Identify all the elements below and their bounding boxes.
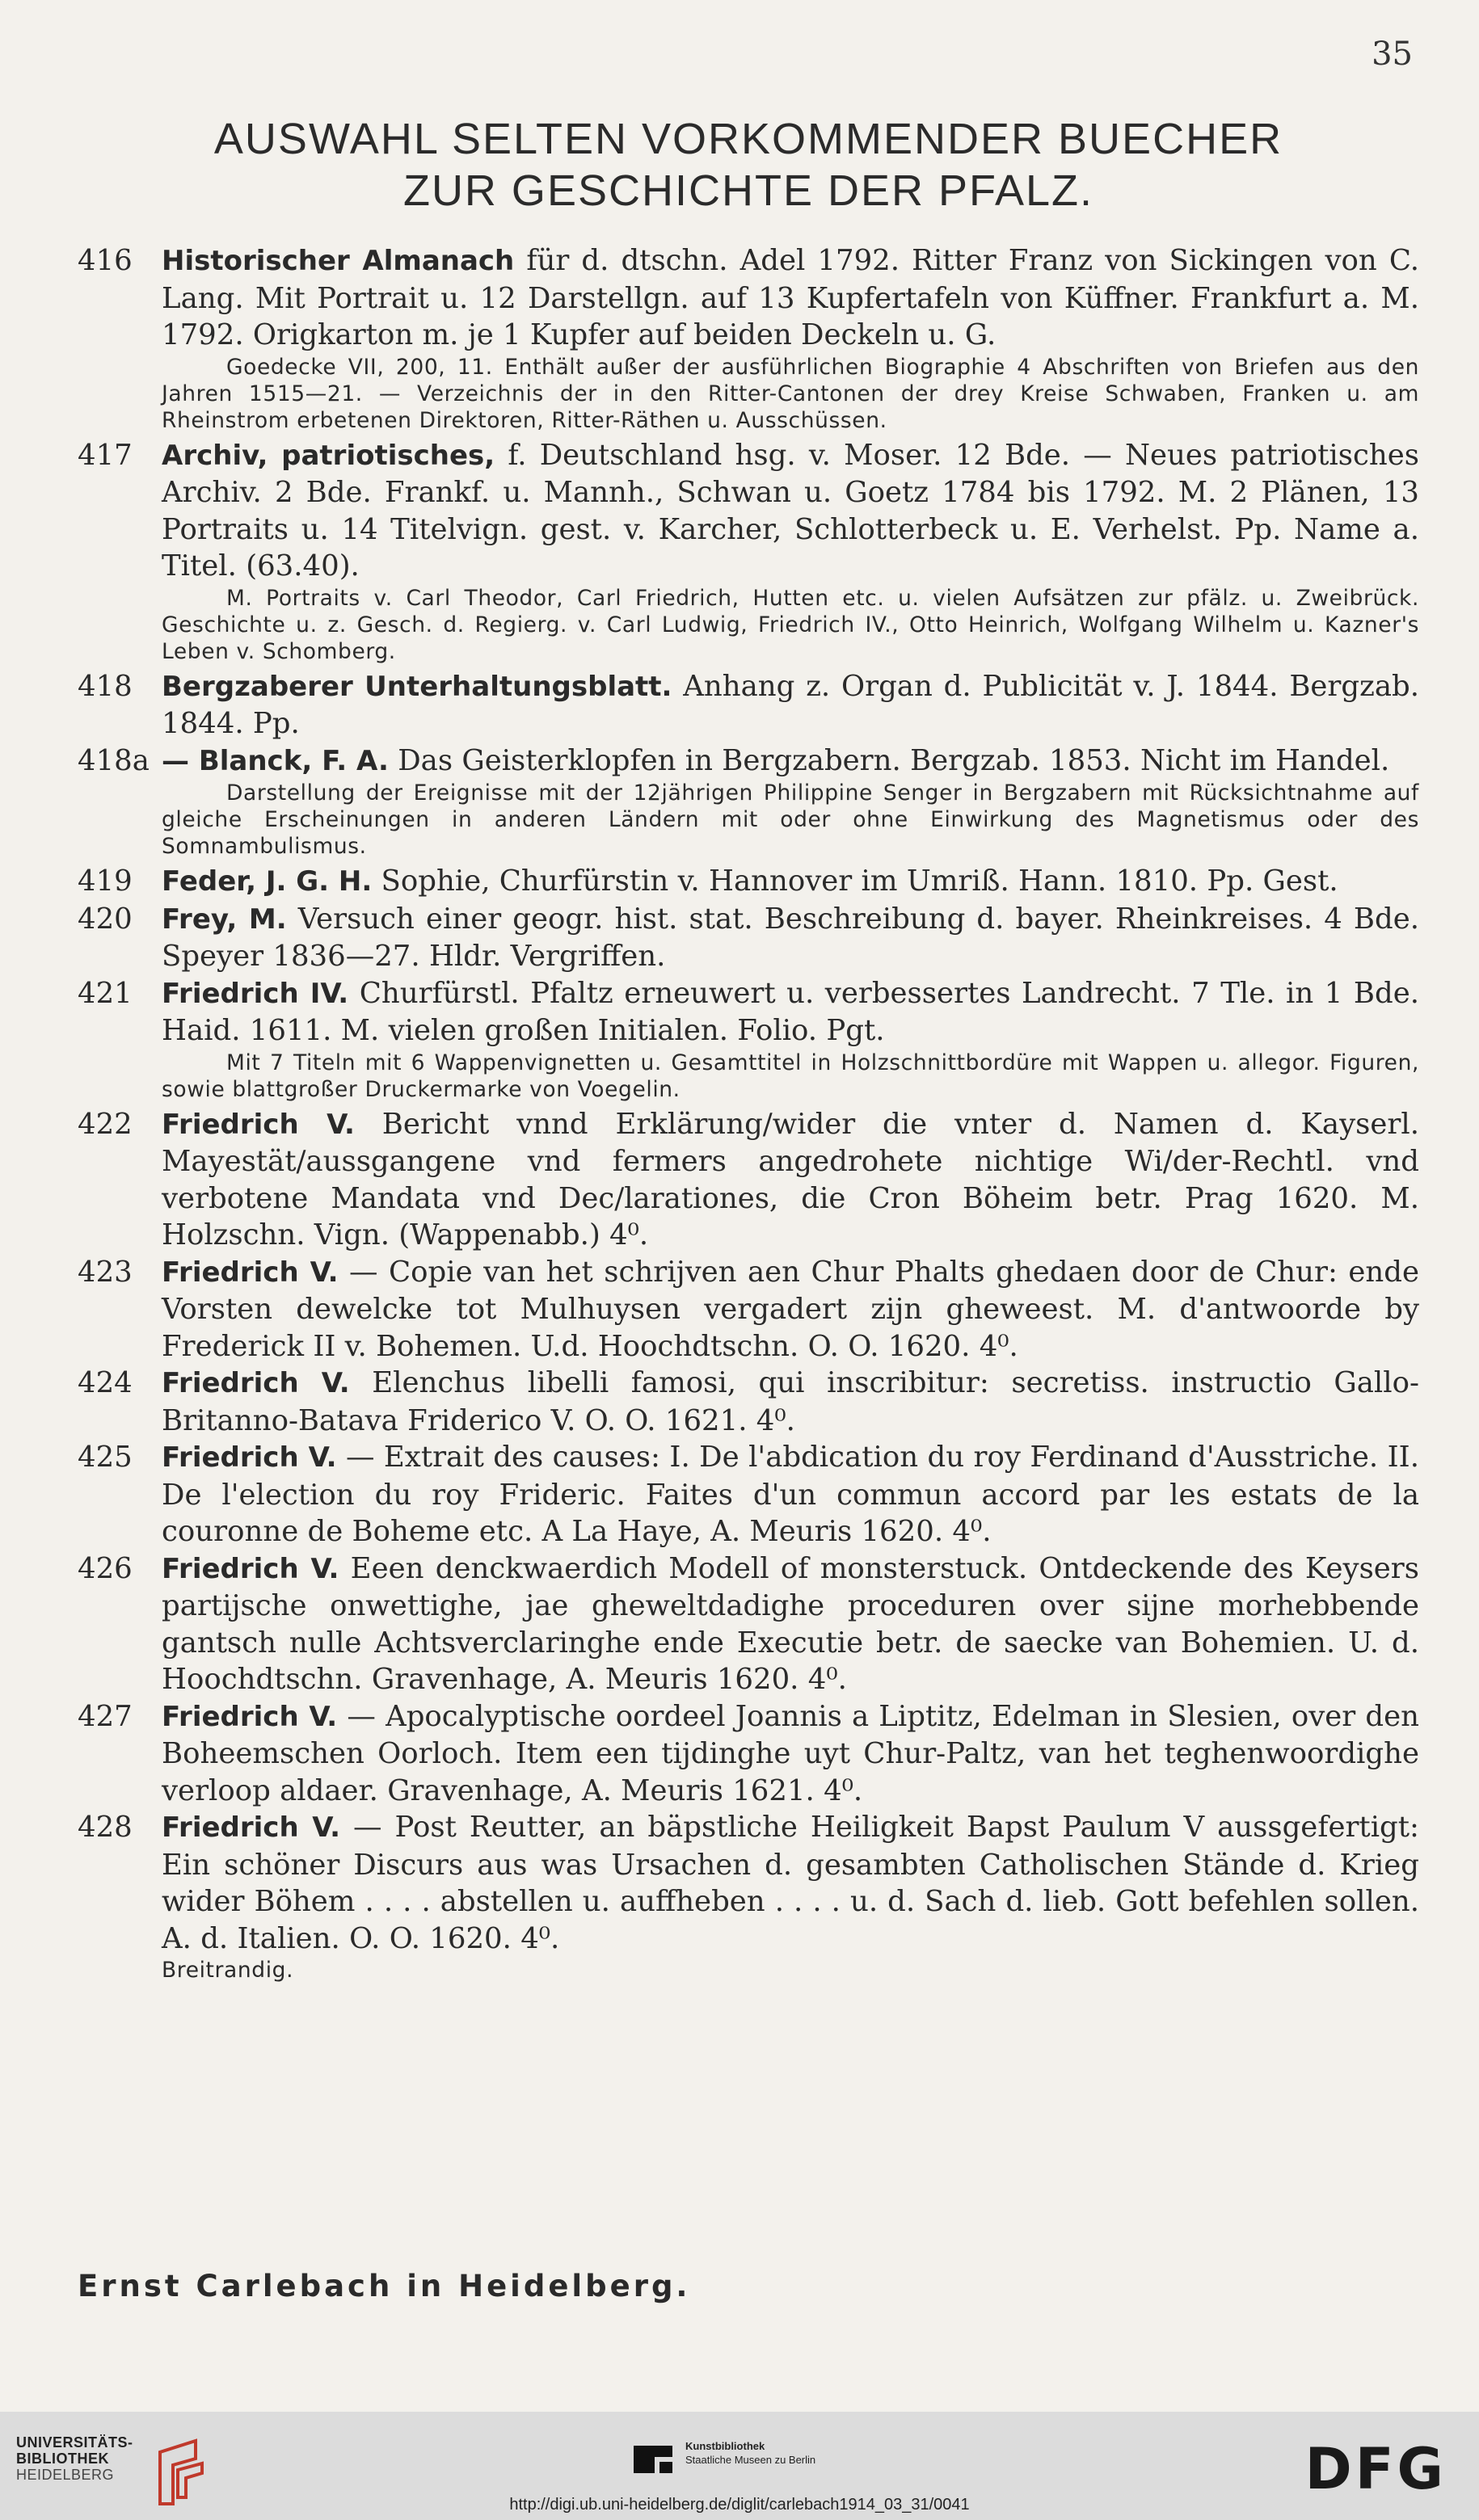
- entry-heading: Friedrich V.: [162, 1256, 339, 1289]
- entry-heading: Friedrich V.: [162, 1108, 355, 1141]
- entry-note: Goedecke VII, 200, 11. Enthält außer der ausführlichen Biographie 4 Abschriften von Briefen aus den Jahren 1515—21. — Verzeichnis der in den Ritter-Cantonen der drey Kreise Schwaben, Franken u. am Rheinstrom erbetenen Direktoren, Ritter-Räthen u. Ausschüssen.: [162, 354, 1419, 433]
- entry-heading: Friedrich IV.: [162, 977, 349, 1010]
- catalog-entry: [78, 863, 1419, 901]
- entry-number: 428: [78, 1811, 133, 1844]
- entry-description: [162, 1550, 1419, 1698]
- permalink-url[interactable]: http://digi.ub.uni-heidelberg.de/diglit/carlebach1914_03_31/0041: [509, 2496, 970, 2514]
- entry-description: [162, 1254, 1419, 1365]
- kunstbibliothek-name: Kunstbibliothek Staatliche Museen zu Berlin: [685, 2440, 816, 2466]
- entry-text: Versuch einer geogr. hist. stat. Beschreibung d. bayer. Rheinkreises. 4 Bde. Speyer 1836—27. Hldr. Vergriffen.: [162, 902, 1420, 973]
- page-number: 35: [1372, 36, 1413, 73]
- entry-description: [162, 975, 1419, 1050]
- entry-text: Elenchus libelli famosi, qui inscribitur: secretiss. instructio Gallo-Britanno-Batava Friderico V. O. O. 1621. 4⁰.: [162, 1366, 1419, 1437]
- entry-number: 423: [78, 1255, 133, 1289]
- catalog-entry: [78, 1550, 1419, 1698]
- entry-description: [162, 901, 1419, 975]
- catalog-entry: [78, 437, 1419, 665]
- entry-heading: Friedrich V.: [162, 1441, 337, 1474]
- entry-text: für d. dtschn. Adel 1792. Ritter Franz von Sickingen von C. Lang. Mit Portrait u. 12 Darstellgn. auf 13 Kupfertafeln von Küffner. Frankfurt a. M. 1792. Origkarton m. je 1 Kupfer auf beiden Deckeln u. G.: [162, 244, 1419, 351]
- catalog-entry: [78, 743, 1419, 860]
- catalog-entries: [78, 242, 1419, 1987]
- entry-number: 416: [78, 244, 133, 277]
- entry-heading: Friedrich V.: [162, 1367, 350, 1399]
- digitization-footer: [0, 2412, 1479, 2520]
- publisher-imprint: Ernst Carlebach in Heidelberg.: [78, 2269, 691, 2303]
- catalog-entry: [78, 1365, 1419, 1439]
- entry-text: — Apocalyptische oordeel Joannis a Liptitz, Edelman in Slesien, over den Boheemschen Oorloch. Item een tijdinghe uyt Chur-Paltz, van het teghenwoordighe verloop aldaer. Gravenhage, A. Meuris 1621. 4⁰.: [162, 1699, 1420, 1807]
- entry-number: 421: [78, 976, 133, 1010]
- entry-note: Darstellung der Ereignisse mit der 12jährigen Philippine Senger in Bergzabern mit Rücksichtnahme auf gleiche Erscheinungen in anderen Ländern mit oder ohne Einwirkung des Magnetismus oder des Somnambulismus.: [162, 780, 1419, 859]
- entry-text: Sophie, Churfürstin v. Hannover im Umriß. Hann. 1810. Pp. Gest.: [372, 865, 1338, 898]
- entry-number: 427: [78, 1699, 133, 1733]
- entry-number: 426: [78, 1551, 133, 1585]
- entry-heading: Frey, M.: [162, 902, 287, 936]
- entry-heading: Friedrich V.: [162, 1700, 338, 1733]
- entry-note: Mit 7 Titeln mit 6 Wappenvignetten u. Gesamttitel in Holzschnittbordüre mit Wappen u. allegor. Figuren, sowie blattgroßer Druckermarke von Voegelin.: [162, 1050, 1419, 1102]
- catalog-entry: [78, 242, 1419, 434]
- entry-text: — Post Reutter, an bäpstliche Heiligkeit Bapst Paulum V aussgefertigt: Ein schöner Discurs aus was Ursachen d. gesambten Catholischen Stände d. Krieg wider Böhem . . . . abstellen u. auffheben . . . . u. d. Sach d. lieb. Gott befehlen sollen. A. d. Italien. O. O. 1620. 4⁰.: [162, 1811, 1420, 1955]
- entry-text: Anhang z. Organ d. Publicität v. J. 1844. Bergzab. 1844. Pp.: [162, 669, 1419, 740]
- entry-description: [162, 1439, 1419, 1550]
- entry-description: [162, 1106, 1419, 1254]
- entry-description: [162, 1698, 1419, 1810]
- entry-number: 419: [78, 865, 133, 898]
- catalog-entry: [78, 975, 1419, 1103]
- entry-text: Churfürstl. Pfaltz erneuwert u. verbessertes Landrecht. 7 Tle. in 1 Bde. Haid. 1611. M. vielen großen Initialen. Folio. Pgt.: [162, 976, 1419, 1047]
- entry-heading: Archiv, patriotisches,: [162, 439, 495, 472]
- catalog-entry: [78, 1809, 1419, 1984]
- entry-heading: Feder, J. G. H.: [162, 865, 373, 898]
- entry-description: [162, 1809, 1419, 1957]
- entry-heading: Friedrich V.: [162, 1552, 339, 1585]
- entry-note: M. Portraits v. Carl Theodor, Carl Friedrich, Hutten etc. u. vielen Aufsätzen zur pfälz. u. Zweibrück. Geschichte u. z. Gesch. d. Regierg. v. Carl Ludwig, Friedrich IV., Otto Heinrich, Wolfgang Wilhelm u. Kazner's Leben v. Schomberg.: [162, 585, 1419, 664]
- catalog-entry: [78, 1106, 1419, 1254]
- entry-text: Eeen denckwaerdich Modell of monsterstuck. Ontdeckende des Keysers partijsche onwettighe, jae gheweltdadighe proceduren over sijne morhebbende gantsch nulle Achtsverclaringhe ende Executie betr. de saecke van Bohemien. U. d. Hoochdtschn. Gravenhage, A. Meuris 1620. 4⁰.: [162, 1551, 1419, 1696]
- kunstbibliothek-logo[interactable]: [630, 2431, 873, 2483]
- catalog-entry: [78, 901, 1419, 975]
- entry-description: [162, 242, 1419, 354]
- entry-note: Breitrandig.: [162, 1958, 294, 1983]
- entry-heading: — Blanck, F. A.: [162, 744, 389, 777]
- catalog-entry: [78, 1254, 1419, 1365]
- catalog-entry: [78, 668, 1419, 743]
- entry-description: [162, 743, 1419, 780]
- dfg-logo[interactable]: DFG: [1304, 2436, 1447, 2502]
- entry-description: [162, 863, 1419, 901]
- entry-heading: Friedrich V.: [162, 1811, 341, 1844]
- entry-number: 425: [78, 1441, 133, 1474]
- entry-text: f. Deutschland hsg. v. Moser. 12 Bde. — Neues patriotisches Archiv. 2 Bde. Frankf. u. Mannh., Schwan u. Goetz 1784 bis 1792. M. 2 Plänen, 13 Portraits u. 14 Titelvign. gest. v. Karcher, Schlotterbeck u. E. Verhelst. Pp. Name a. Titel. (63.40).: [162, 438, 1419, 583]
- entry-text: Bericht vnnd Erklärung/wider die vnter d. Namen d. Kayserl. Mayestät/aussgangene vnd fermers angedrohete nichtige Wi/der-Rechtl. vnd verbotene Mandata vnd Dec/larationes, die Cron Böheim betr. Prag 1620. M. Holzschn. Vign. (Wappenabb.) 4⁰.: [162, 1107, 1419, 1252]
- entry-number: 417: [78, 438, 133, 472]
- entry-heading: Bergzaberer Unterhaltungsblatt.: [162, 670, 672, 703]
- university-library-logo[interactable]: [16, 2434, 210, 2491]
- entry-number: 422: [78, 1107, 133, 1141]
- entry-description: [162, 668, 1419, 743]
- entry-heading: Historischer Almanach: [162, 245, 515, 277]
- entry-text: — Extrait des causes: I. De l'abdication du roy Ferdinand d'Ausstriche. II. De l'election du roy Frideric. Faites d'un commun accord par les estats de la couronne de Boheme etc. A La Haye, A. Meuris 1620. 4⁰.: [162, 1441, 1419, 1548]
- entry-number: 424: [78, 1366, 133, 1399]
- entry-number: 418a: [78, 743, 150, 777]
- entry-description: [162, 1365, 1419, 1439]
- entry-number: 420: [78, 902, 133, 936]
- catalog-entry: [78, 1698, 1419, 1810]
- title-line-2: ZUR GESCHICHTE DER PFALZ.: [402, 166, 1094, 215]
- entry-description: [162, 437, 1419, 585]
- entry-text: — Copie van het schrijven aen Chur Phalts ghedaen door de Chur: ende Vorsten dewelcke tot Mulhuysen vergadert zijn gheweest. M. d'antwoorde by Frederick II v. Bohemen. U.d. Hoochdtschn. O. O. 1620. 4⁰.: [162, 1255, 1420, 1363]
- entry-text: Das Geisterklopfen in Bergzabern. Bergzab. 1853. Nicht im Handel.: [388, 743, 1390, 777]
- title-line-1: AUSWAHL SELTEN VORKOMMENDER BUECHER: [213, 115, 1283, 163]
- university-library-name: UNIVERSITÄTS- BIBLIOTHEK HEIDELBERG: [16, 2434, 133, 2483]
- entry-number: 418: [78, 669, 133, 703]
- kunstbibliothek-mark-icon: [630, 2441, 676, 2476]
- catalog-entry: [78, 1439, 1419, 1550]
- page-title: [78, 113, 1419, 217]
